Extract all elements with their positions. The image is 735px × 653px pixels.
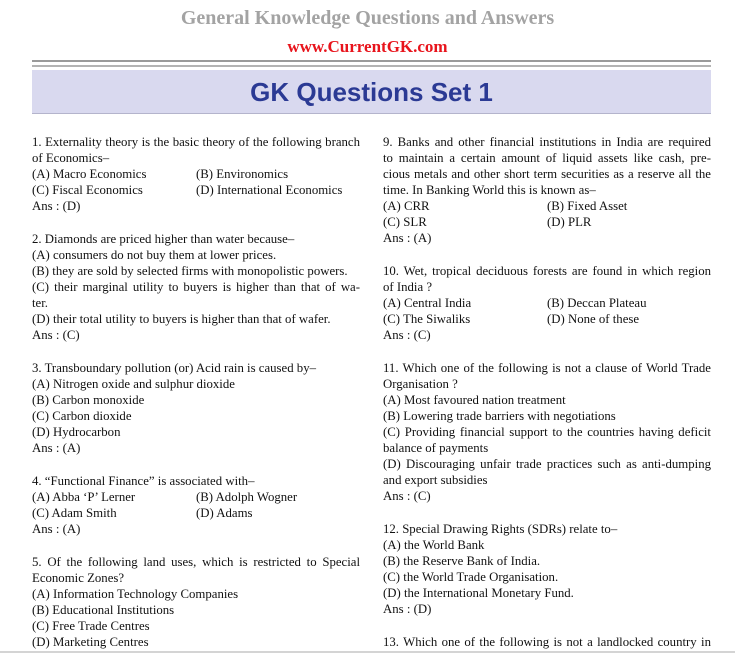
options-row xyxy=(383,214,711,230)
option-b: (B) Adolph Wogner xyxy=(196,490,298,504)
option-a: (A) the World Bank xyxy=(383,538,485,552)
option-c: (C) SLR xyxy=(383,215,427,229)
question-text: Organisation ? xyxy=(383,377,458,391)
option-c-continued: ter. xyxy=(32,296,48,310)
question-text: 13. Which one of the following is not a landlocked country in xyxy=(383,635,711,649)
option-a: (A) Macro Economics xyxy=(32,167,147,181)
option-a: (A) Central India xyxy=(383,296,472,310)
question-text: 4. “Functional Finance” is associated with– xyxy=(32,474,255,488)
answer: Ans : (D) xyxy=(383,602,432,616)
option-b: (B) Deccan Plateau xyxy=(547,296,647,310)
answer: Ans : (D) xyxy=(32,199,81,213)
option-d: (D) International Economics xyxy=(196,183,343,197)
options-row xyxy=(32,489,360,505)
option-a: (A) Information Technology Companies xyxy=(32,587,239,601)
option-b: (B) they are sold by selected firms with monopolistic powers. xyxy=(32,264,348,278)
option-c: (C) Fiscal Economics xyxy=(32,183,143,197)
question-12 xyxy=(383,521,711,617)
option-c: (C) Carbon dioxide xyxy=(32,409,132,423)
options-row xyxy=(32,182,360,198)
website-row xyxy=(0,37,735,57)
option-d: (D) Adams xyxy=(196,506,253,520)
question-text: of Economics– xyxy=(32,151,110,165)
option-d: (D) PLR xyxy=(547,215,592,229)
set-banner xyxy=(32,70,711,114)
question-text: 10. Wet, tropical deciduous forests are found in which region xyxy=(383,264,711,278)
option-b: (B) Lowering trade barriers with negotiations xyxy=(383,409,616,423)
option-c: (C) Adam Smith xyxy=(32,506,117,520)
question-text: 2. Diamonds are priced higher than water because– xyxy=(32,232,295,246)
question-11 xyxy=(383,360,711,504)
option-b: (B) the Reserve Bank of India. xyxy=(383,554,541,568)
question-text: cious metals and other short term securities as a reserve all the xyxy=(383,167,711,181)
answer: Ans : (C) xyxy=(383,328,431,342)
answer: Ans : (A) xyxy=(32,441,81,455)
question-1 xyxy=(32,134,360,214)
options-row xyxy=(383,198,711,214)
answer: Ans : (A) xyxy=(32,522,81,536)
header-rule-top xyxy=(32,60,711,62)
options-row xyxy=(383,311,711,327)
question-9 xyxy=(383,134,711,246)
question-text: of India ? xyxy=(383,280,433,294)
option-c: (C) their marginal utility to buyers is higher than that of wa- xyxy=(32,280,360,294)
question-4 xyxy=(32,473,360,537)
option-c: (C) The Siwaliks xyxy=(383,312,471,326)
question-text: 1. Externality theory is the basic theory of the following branch xyxy=(32,135,360,149)
question-text: to maintain a certain amount of liquid assets like cash, pre- xyxy=(383,151,711,165)
option-a: (A) Most favoured nation treatment xyxy=(383,393,566,407)
answer: Ans : (C) xyxy=(32,328,80,342)
question-text: time. In Banking World this is known as– xyxy=(383,183,596,197)
question-2 xyxy=(32,231,360,343)
option-d: (D) None of these xyxy=(547,312,640,326)
option-a: (A) Nitrogen oxide and sulphur dioxide xyxy=(32,377,235,391)
option-d-continued: and export subsidies xyxy=(383,473,488,487)
option-d: (D) Marketing Centres xyxy=(32,635,149,649)
option-a: (A) consumers do not buy them at lower prices. xyxy=(32,248,277,262)
question-text: Economic Zones? xyxy=(32,571,125,585)
option-d: (D) the International Monetary Fund. xyxy=(383,586,574,600)
website-link[interactable]: www.CurrentGK.com xyxy=(287,37,448,56)
question-text: 3. Transboundary pollution (or) Acid rain is caused by– xyxy=(32,361,316,375)
option-d: (D) their total utility to buyers is higher than that of wafer. xyxy=(32,312,331,326)
right-column xyxy=(383,134,711,653)
question-5 xyxy=(32,554,360,650)
answer: Ans : (A) xyxy=(383,231,432,245)
question-13 xyxy=(383,634,711,650)
options-row xyxy=(383,295,711,311)
site-title: General Knowledge Questions and Answers xyxy=(180,7,555,29)
header-rule-bottom xyxy=(32,65,711,67)
question-text: 12. Special Drawing Rights (SDRs) relate to– xyxy=(383,522,618,536)
question-text: 5. Of the following land uses, which is restricted to Special xyxy=(32,555,360,569)
option-d: (D) Hydrocarbon xyxy=(32,425,121,439)
option-c: (C) the World Trade Organisation. xyxy=(383,570,559,584)
option-c: (C) Free Trade Centres xyxy=(32,619,150,633)
option-c-continued: balance of payments xyxy=(383,441,489,455)
option-b: (B) Fixed Asset xyxy=(547,199,628,213)
option-b: (B) Environomics xyxy=(196,167,289,181)
set-title: GK Questions Set 1 xyxy=(250,76,493,107)
option-d: (D) Discouraging unfair trade practices such as anti-dumping xyxy=(383,457,711,471)
question-3 xyxy=(32,360,360,456)
option-a: (A) CRR xyxy=(383,199,430,213)
option-b: (B) Educational Institutions xyxy=(32,603,175,617)
answer: Ans : (C) xyxy=(383,489,431,503)
left-column xyxy=(32,134,360,653)
option-c: (C) Providing financial support to the countries having deficit xyxy=(383,425,711,439)
question-text: 9. Banks and other financial institutions in India are required xyxy=(383,135,711,149)
option-b: (B) Carbon monoxide xyxy=(32,393,145,407)
question-text: 11. Which one of the following is not a clause of World Trade xyxy=(383,361,711,375)
option-a: (A) Abba ‘P’ Lerner xyxy=(32,490,136,504)
question-10 xyxy=(383,263,711,343)
options-row xyxy=(32,505,360,521)
options-row xyxy=(32,166,360,182)
